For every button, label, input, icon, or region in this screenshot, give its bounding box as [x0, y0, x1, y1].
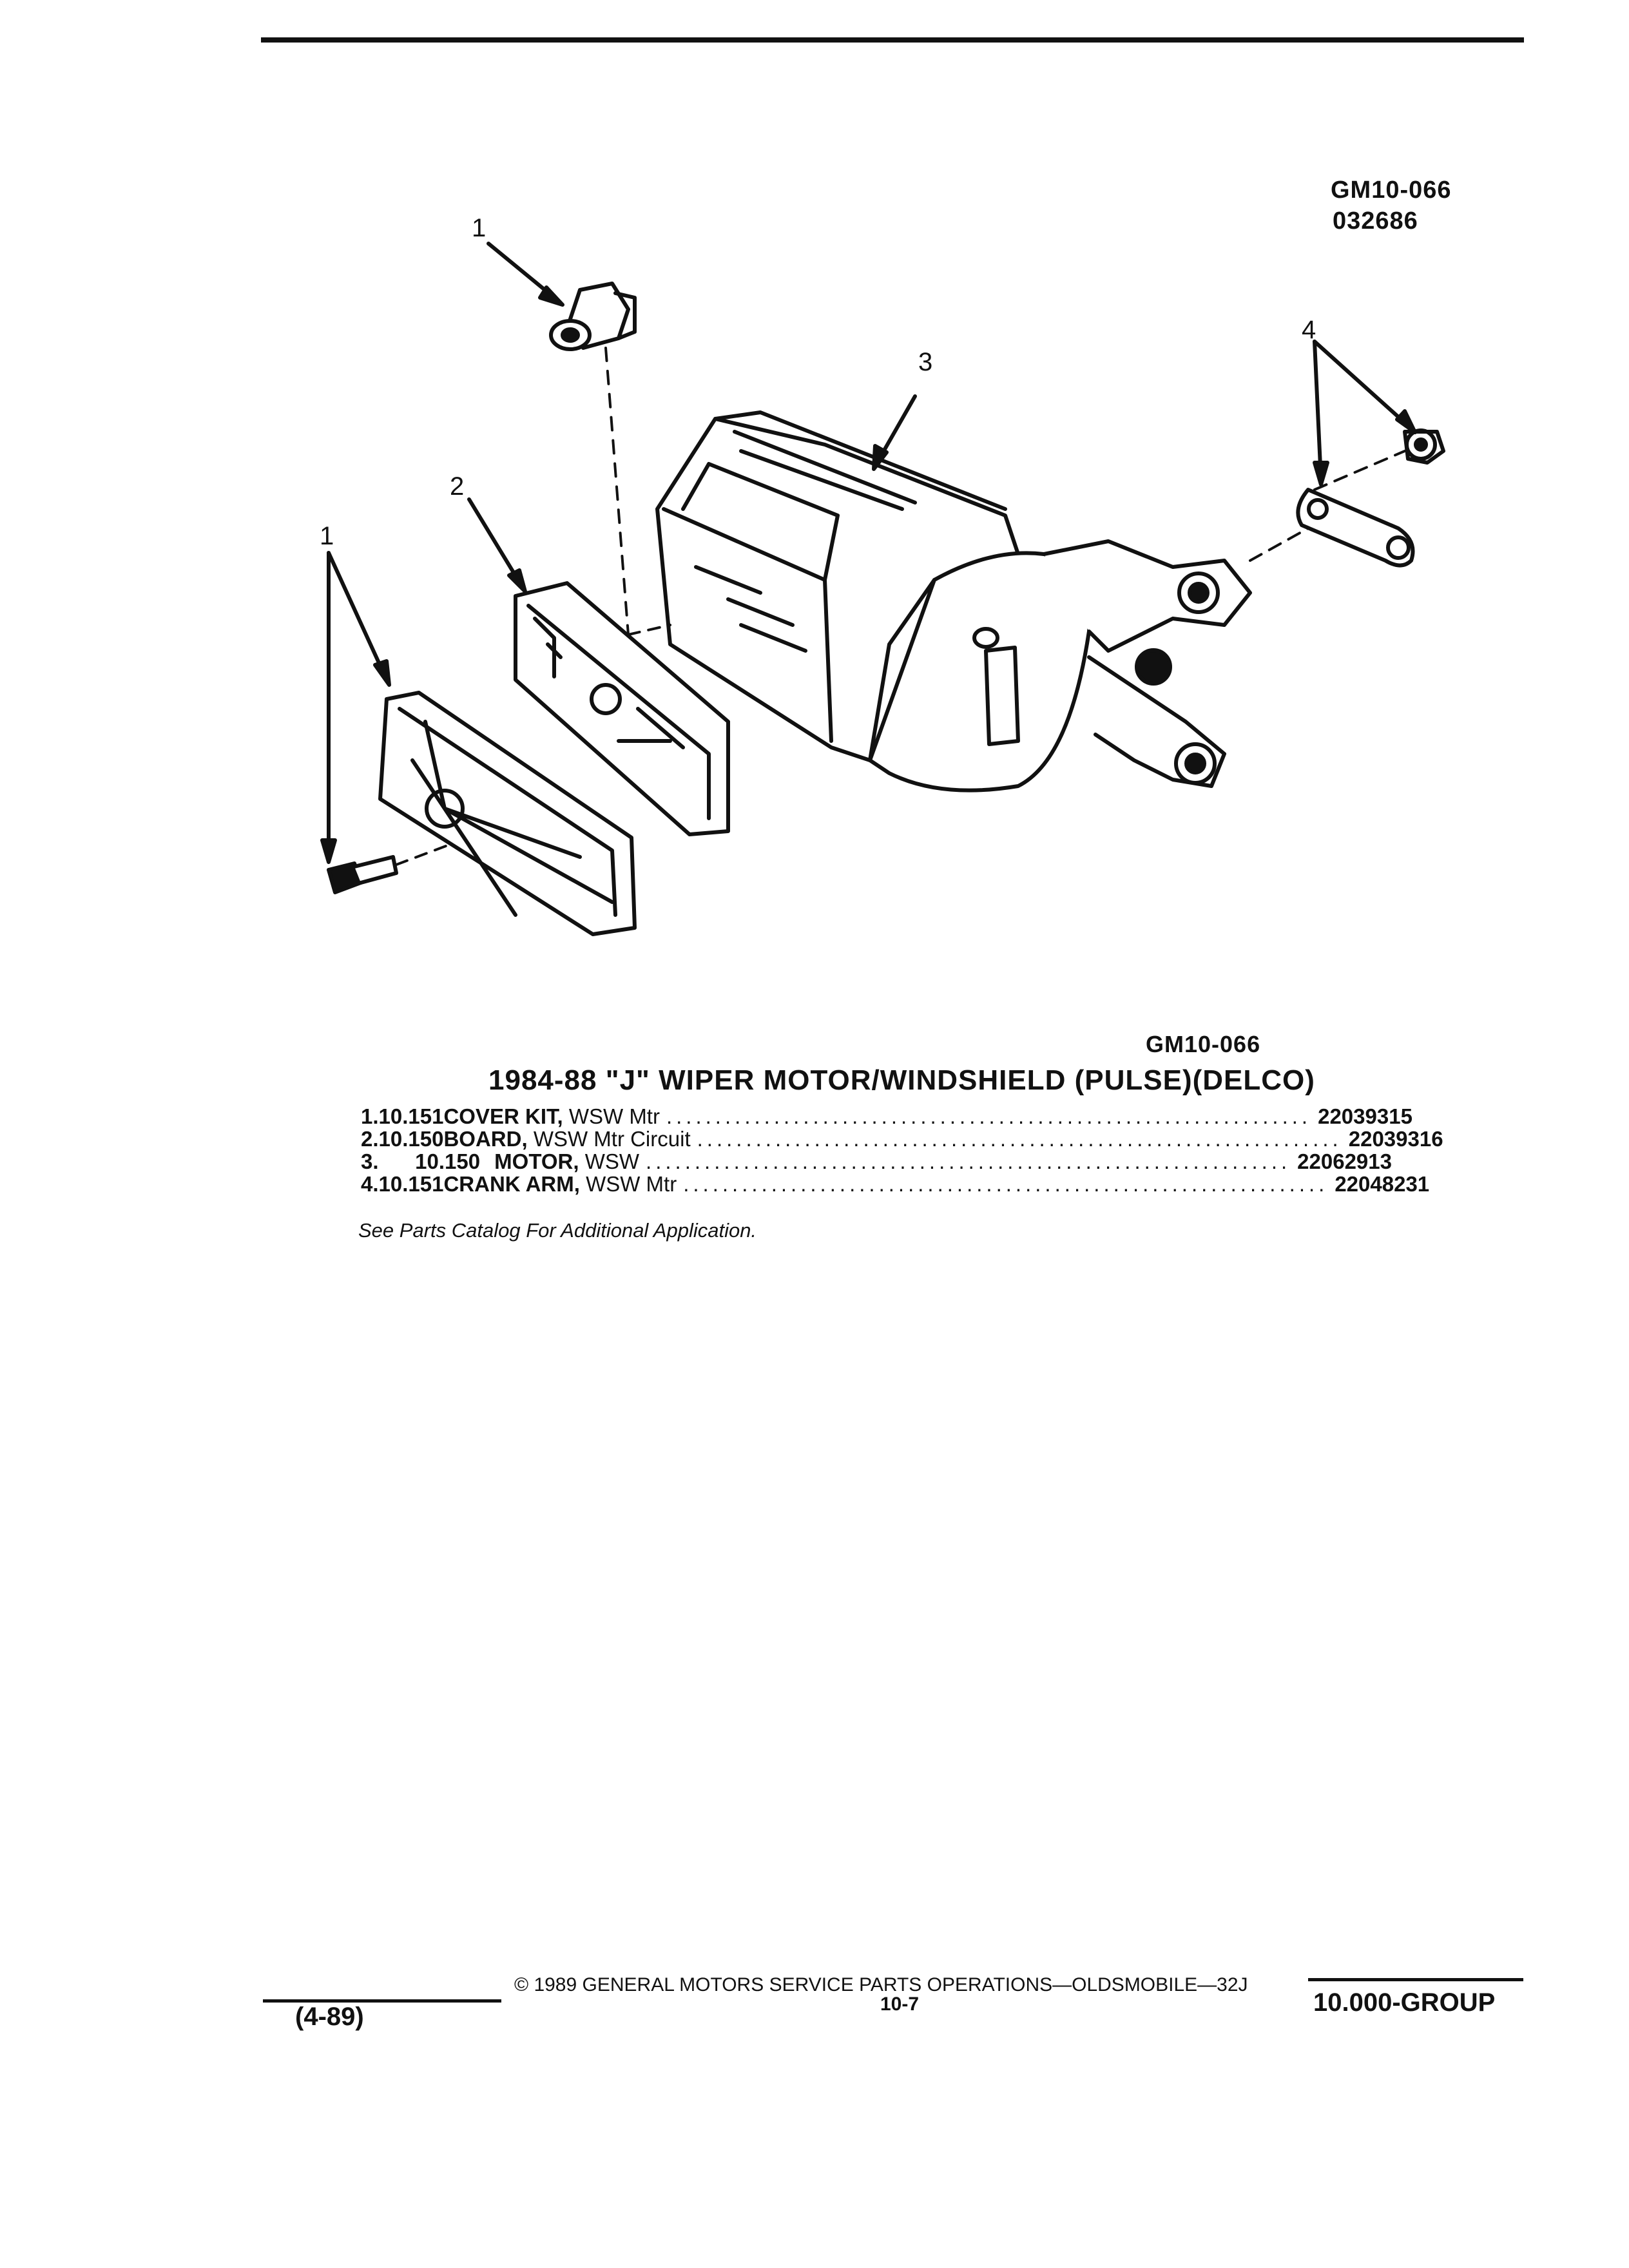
leader-dots: ..................................................................: [697, 1127, 1342, 1151]
item-code: 10.150: [378, 1127, 444, 1151]
part-number: 22062913: [1297, 1149, 1392, 1173]
item-number: 4.: [361, 1172, 379, 1196]
item-number: 2.: [361, 1127, 379, 1151]
item-description: MOTOR, WSW: [494, 1149, 640, 1173]
list-item: [361, 1127, 1443, 1151]
item-description: CRANK ARM, WSW Mtr: [443, 1172, 677, 1196]
part-number: 22039316: [1348, 1127, 1443, 1151]
footer-rule-right: [1308, 1978, 1523, 1981]
item-number: 3.: [361, 1149, 379, 1173]
item-description: BOARD, WSW Mtr Circuit: [443, 1127, 691, 1151]
grommet-part: [551, 284, 635, 349]
callout-4: 4: [1302, 316, 1316, 344]
screw-part: [329, 857, 396, 892]
callout-1-top: 1: [472, 214, 487, 242]
part-number: 22039315: [1318, 1104, 1412, 1128]
date-code: 032686: [1333, 207, 1418, 235]
callout-1-left: 1: [320, 522, 334, 550]
item-code: 10.151: [378, 1172, 444, 1196]
page-title: 1984-88 "J" WIPER MOTOR/WINDSHIELD (PULSE)(DELCO): [488, 1064, 1315, 1096]
wiper-motor-exploded-diagram: [0, 0, 1629, 1005]
item-code: 10.151: [378, 1104, 444, 1128]
list-item: [361, 1104, 1412, 1128]
item-number: 1.: [361, 1104, 379, 1128]
leader-dots: ..................................................................: [646, 1149, 1291, 1173]
item-description: COVER KIT, WSW Mtr: [443, 1104, 660, 1128]
list-item: [361, 1172, 1430, 1196]
callout-3: 3: [918, 348, 933, 376]
footer-date: (4-89): [295, 2003, 364, 2031]
part-number: 22048231: [1335, 1172, 1430, 1196]
item-code: 10.150: [415, 1149, 481, 1173]
callout-2: 2: [450, 472, 465, 501]
footer-group: 10.000-GROUP: [1313, 1988, 1496, 2017]
motor-housing: [657, 412, 1250, 791]
leader-dots: ..................................................................: [666, 1104, 1312, 1128]
figure-caption-code: GM10-066: [1146, 1031, 1261, 1057]
application-note: See Parts Catalog For Additional Application.: [358, 1219, 757, 1242]
leader-dots: ..................................................................: [683, 1172, 1329, 1196]
footer-page-number: 10-7: [880, 1994, 920, 2015]
list-item: [361, 1149, 1392, 1172]
parts-list: [361, 1104, 1443, 1196]
ref-code: GM10-066: [1331, 177, 1452, 204]
footer-copyright: © 1989 GENERAL MOTORS SERVICE PARTS OPERATIONS—OLDSMOBILE—32J: [514, 1974, 1248, 1995]
